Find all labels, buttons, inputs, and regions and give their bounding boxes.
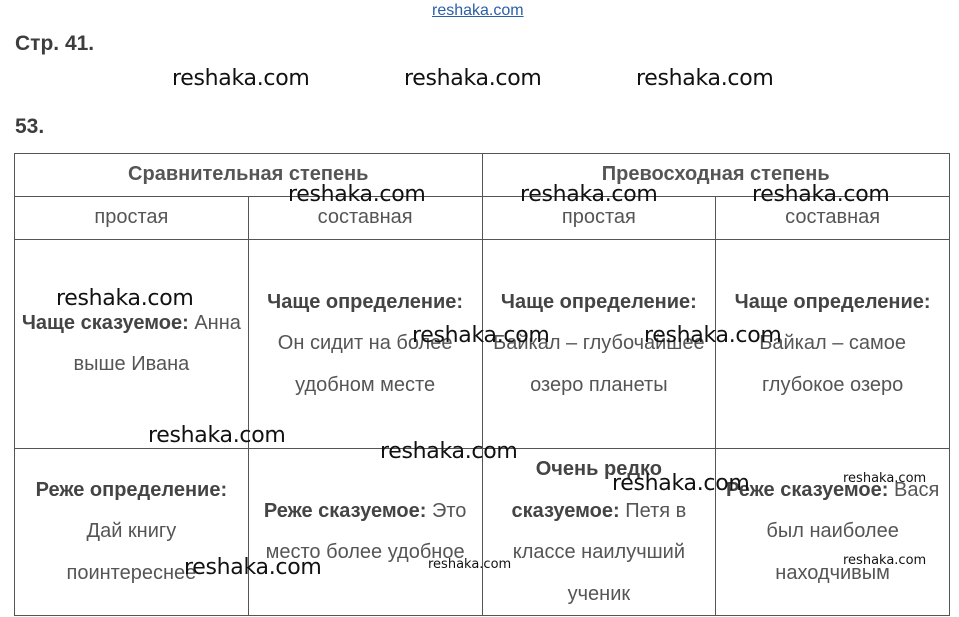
cell-example: Анна выше Ивана [73, 311, 241, 375]
cell-example: Это место более удобное [265, 499, 467, 563]
watermark: reshaka.com [428, 557, 512, 572]
watermark: reshaka.com [636, 66, 774, 91]
cell-role: Чаще сказуемое: [21, 311, 189, 334]
cell-example: Байкал – глубочайшее озеро планеты [493, 332, 705, 396]
watermark: reshaka.com [172, 66, 310, 91]
header-superlative: Превосходная степень [482, 154, 950, 197]
subheader-simple-comparative: простая [15, 197, 249, 240]
watermark: reshaka.com [56, 286, 194, 311]
cell-role: Реже сказуемое: [725, 478, 889, 501]
watermark: reshaka.com [520, 182, 658, 207]
table-cell [15, 449, 249, 616]
cell-role: Чаще определение: [267, 290, 464, 313]
table-cell [248, 449, 482, 616]
watermark: reshaka.com [612, 471, 750, 496]
page-label: Стр. 41. [15, 32, 95, 55]
cell-role: Реже сказуемое: [263, 499, 427, 522]
subheader-simple-superlative: простая [482, 197, 716, 240]
subheader-compound-superlative: составная [716, 197, 950, 240]
site-link[interactable]: reshaka.com [432, 2, 524, 19]
cell-example: Вася был наиболее находчивым [766, 478, 940, 584]
subheader-compound-comparative: составная [248, 197, 482, 240]
watermark: reshaka.com [843, 471, 927, 486]
watermark: reshaka.com [380, 439, 518, 464]
cell-role: Чаще определение: [734, 290, 931, 313]
cell-example: Он сидит на более удобном месте [277, 332, 453, 396]
watermark: reshaka.com [843, 553, 927, 568]
watermark: reshaka.com [148, 423, 286, 448]
watermark: reshaka.com [184, 555, 322, 580]
cell-example: Байкал – самое глубокое озеро [759, 332, 906, 396]
cell-example: Петя в классе наилучший ученик [512, 499, 687, 605]
cell-role: Очень редко сказуемое: [511, 458, 662, 522]
watermark: reshaka.com [752, 182, 890, 207]
watermark: reshaka.com [288, 182, 426, 207]
watermark: reshaka.com [644, 323, 782, 348]
cell-role: Реже определение: [35, 478, 228, 501]
degrees-table [14, 153, 950, 616]
exercise-number: 53. [15, 115, 45, 138]
watermark: reshaka.com [404, 66, 542, 91]
cell-role: Чаще определение: [500, 290, 697, 313]
cell-example: Дай книгу поинтереснее [66, 520, 197, 584]
watermark: reshaka.com [412, 323, 550, 348]
table-cell [15, 240, 249, 449]
header-comparative: Сравнительная степень [15, 154, 483, 197]
